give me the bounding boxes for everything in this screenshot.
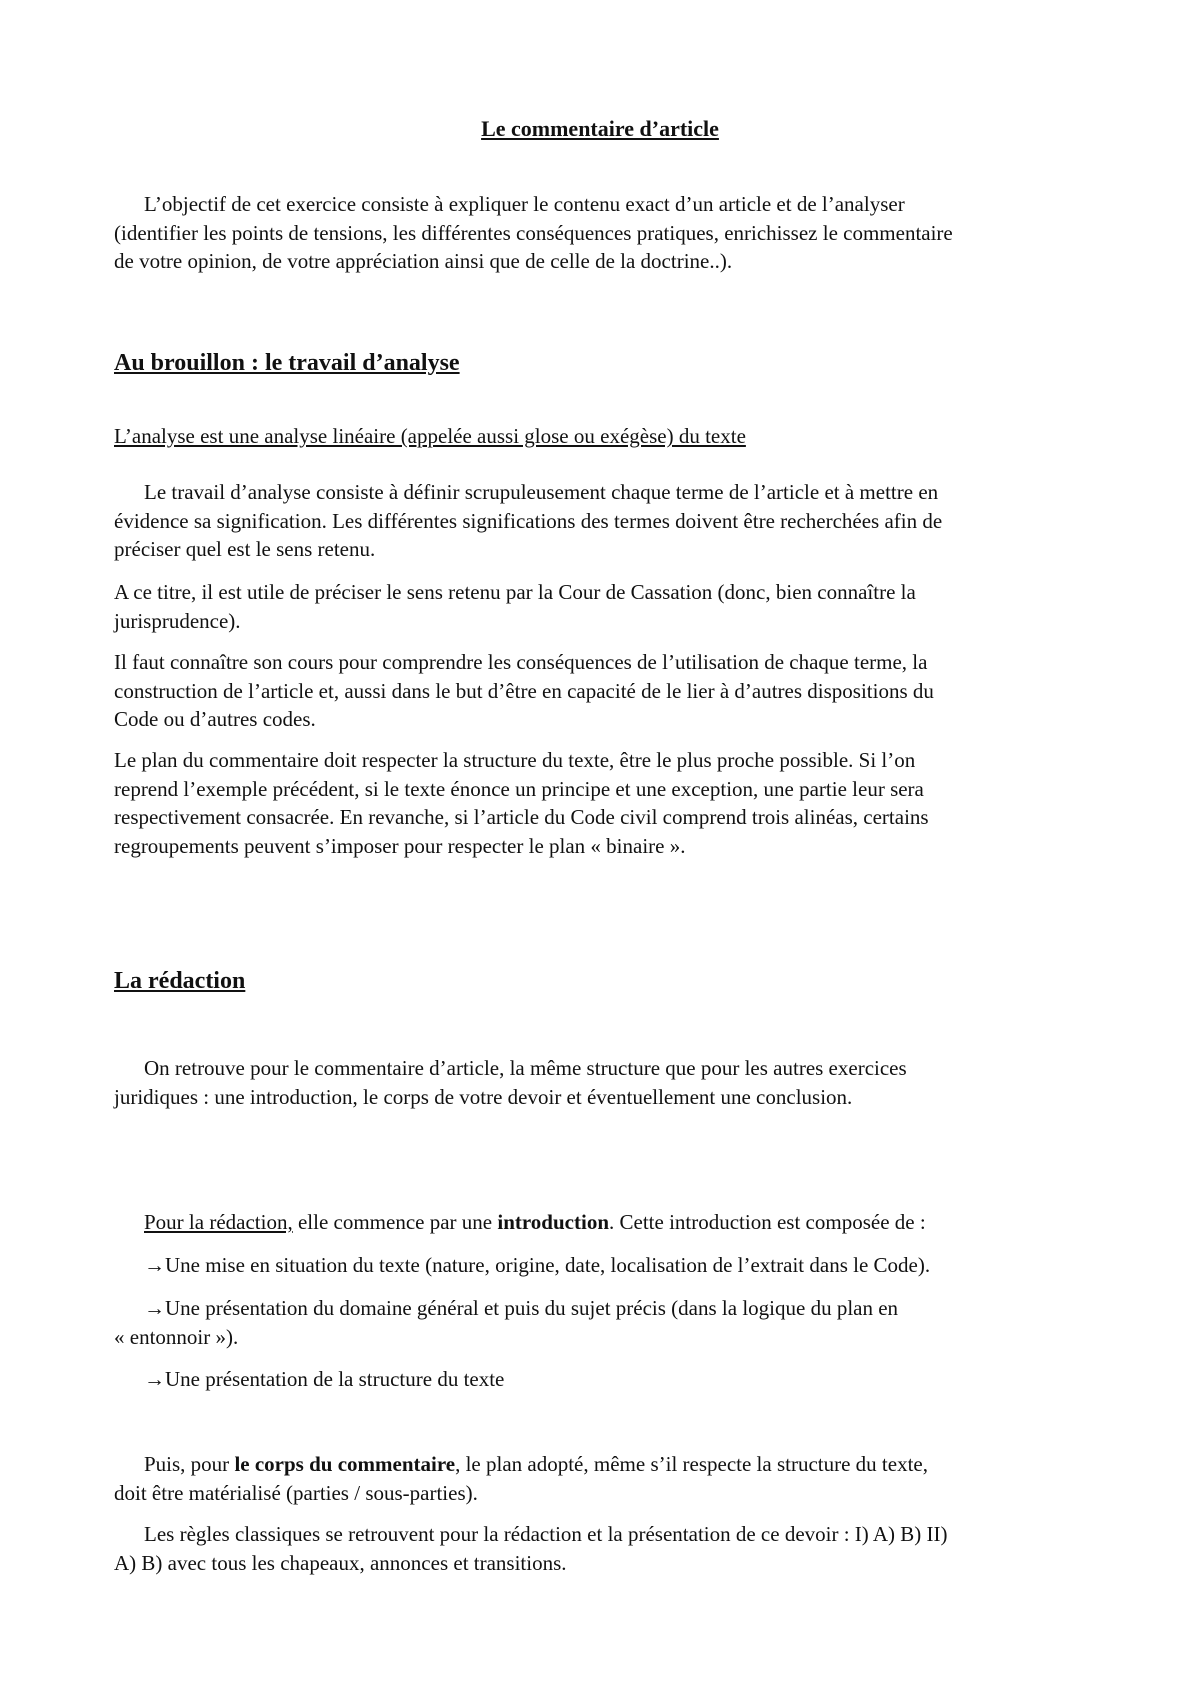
bold-term-corps: le corps du commentaire	[234, 1452, 456, 1476]
list-item-text: Une mise en situation du texte (nature, origine, date, localisation de l’extrait dans le Code).	[165, 1253, 931, 1277]
paragraph-line: Le travail d’analyse consiste à définir scrupuleusement chaque terme de l’article et à mettre en	[144, 480, 939, 504]
section-heading-analyse: Au brouillon : le travail d’analyse	[114, 350, 460, 376]
redaction-paragraph-regles	[114, 1520, 1104, 1577]
list-item	[114, 1251, 1104, 1280]
redaction-paragraph-corps	[114, 1450, 1104, 1507]
paragraph-line: Il faut connaître son cours pour comprendre les conséquences de l’utilisation de chaque terme, la	[114, 650, 928, 674]
intro-line: de votre opinion, de votre appréciation ainsi que de celle de la doctrine..).	[114, 249, 733, 273]
paragraph-line: A) B) avec tous les chapeaux, annonces et transitions.	[114, 1550, 567, 1575]
bold-term-introduction: introduction	[497, 1210, 609, 1234]
list-item-line: « entonnoir »).	[114, 1324, 239, 1349]
paragraph-line: Code ou d’autres codes.	[114, 707, 316, 731]
paragraph-line: préciser quel est le sens retenu.	[114, 537, 376, 561]
paragraph-line	[114, 1208, 1104, 1237]
paragraph-line: On retrouve pour le commentaire d’article, la même structure que pour les autres exercices	[144, 1056, 907, 1080]
list-item-line	[114, 1294, 1104, 1323]
redaction-paragraph-1	[114, 1054, 1104, 1111]
paragraph-line: Les règles classiques se retrouvent pour la rédaction et la présentation de ce devoir : I) A) B) II)	[144, 1522, 948, 1546]
paragraph-line: doit être matérialisé (parties / sous-parties).	[114, 1480, 478, 1505]
right-arrow-icon: →	[144, 1367, 165, 1391]
analyse-paragraph-2	[114, 578, 1104, 635]
underlined-phrase: Pour la rédaction,	[144, 1210, 293, 1234]
right-arrow-icon: →	[144, 1296, 165, 1320]
list-item-text: Une présentation du domaine général et puis du sujet précis (dans la logique du plan en	[165, 1296, 899, 1320]
list-item	[114, 1294, 1104, 1351]
paragraph-line: jurisprudence).	[114, 608, 241, 633]
paragraph-line: reprend l’exemple précédent, si le texte énonce un principe et une exception, une partie leur sera	[114, 776, 924, 801]
analyse-paragraph-3	[114, 648, 1104, 734]
redaction-paragraph-introduction	[114, 1208, 1104, 1237]
analyse-paragraph-1	[114, 478, 1104, 564]
list-item-line	[114, 1365, 1104, 1394]
section-heading-redaction: La rédaction	[114, 968, 246, 994]
intro-line: (identifier les points de tensions, les différentes conséquences pratiques, enrichissez le commentaire	[114, 220, 953, 245]
list-item-line	[114, 1251, 1104, 1280]
intro-paragraph	[114, 190, 1104, 276]
text-run: . Cette introduction est composée de :	[609, 1210, 926, 1234]
paragraph-line: construction de l’article et, aussi dans le but d’être en capacité de le lier à d’autres dispositions du	[114, 678, 934, 703]
paragraph-line: respectivement consacrée. En revanche, si l’article du Code civil comprend trois alinéas, certains	[114, 805, 929, 829]
intro-line: L’objectif de cet exercice consiste à expliquer le contenu exact d’un article et de l’analyser	[144, 192, 905, 216]
paragraph-line	[114, 1450, 1104, 1479]
subheading-analyse-lineaire: L’analyse est une analyse linéaire (appelée aussi glose ou exégèse) du texte	[114, 424, 746, 448]
list-item	[114, 1365, 1104, 1394]
analyse-paragraph-4	[114, 746, 1104, 860]
text-run: elle commence par une	[292, 1210, 498, 1234]
paragraph-line: regroupements peuvent s’imposer pour respecter le plan « binaire ».	[114, 833, 686, 858]
paragraph-line: évidence sa signification. Les différentes significations des termes doivent être recherchées afin de	[114, 508, 943, 533]
paragraph-line: Le plan du commentaire doit respecter la structure du texte, être le plus proche possible. Si l’on	[114, 748, 916, 772]
text-run: , le plan adopté, même s’il respecte la structure du texte,	[455, 1452, 928, 1476]
text-run: Puis, pour	[144, 1452, 235, 1476]
document-title: Le commentaire d’article	[481, 116, 719, 141]
paragraph-line: juridiques : une introduction, le corps de votre devoir et éventuellement une conclusion.	[114, 1084, 853, 1109]
right-arrow-icon: →	[144, 1253, 165, 1277]
paragraph-line: A ce titre, il est utile de préciser le sens retenu par la Cour de Cassation (donc, bien connaître la	[114, 580, 916, 604]
list-item-text: Une présentation de la structure du texte	[165, 1367, 505, 1391]
